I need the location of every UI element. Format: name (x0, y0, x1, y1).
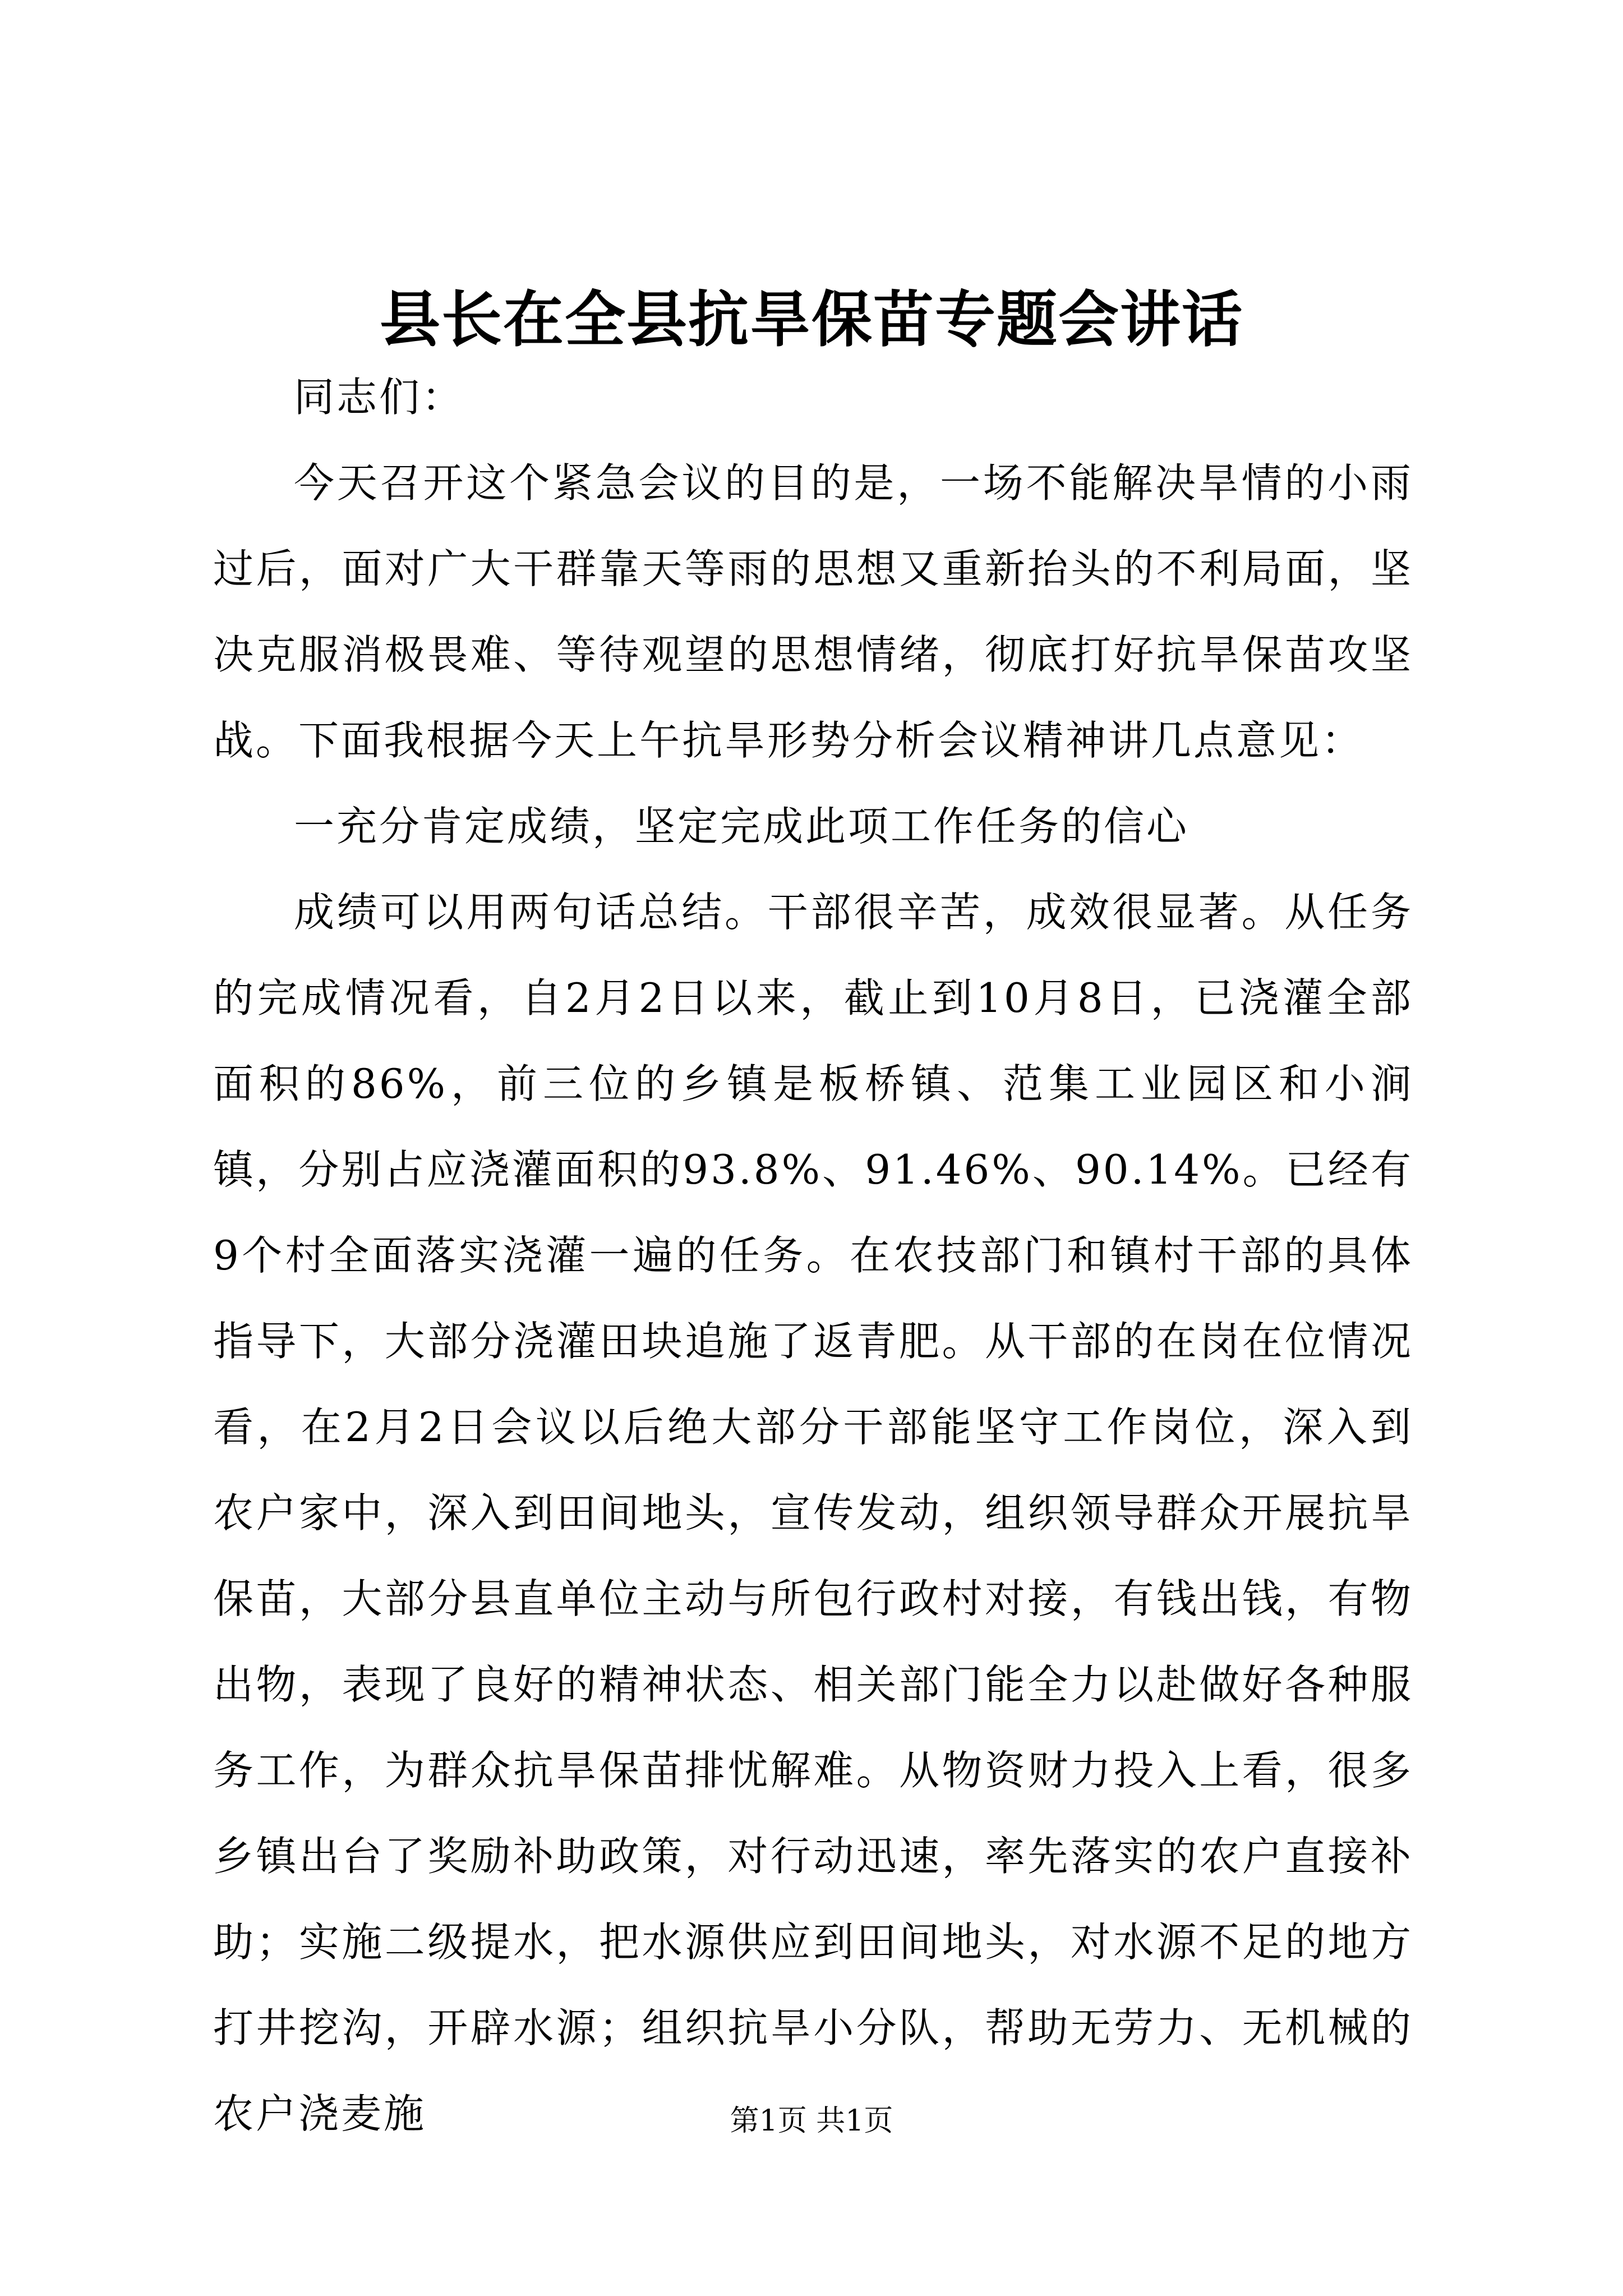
section-heading: 一充分肯定成绩，坚定完成此项工作任务的信心 (294, 803, 1189, 850)
intro-paragraph: 今天召开这个紧急会议的目的是，一场不能解决旱情的小雨过后，面对广大干群靠天等雨的思想又重新抬头的不利局面，坚决克服消极畏难、等待观望的思想情绪，彻底打好抗旱保苗攻坚战。下面我根据今天上午抗旱形势分析会议精神讲几点意见： (213, 459, 1413, 764)
page-footer: 第1页 共1页 (730, 2104, 893, 2138)
document-title: 县长在全县抗旱保苗专题会讲话 (379, 284, 1243, 355)
salutation-paragraph: 同志们： (294, 374, 465, 421)
achievements-paragraph: 成绩可以用两句话总结。干部很辛苦，成效很显著。从任务的完成情况看，自2月2日以来，截止到10月8日，已浇灌全部面积的86%，前三位的乡镇是板桥镇、范集工业园区和小涧镇，分别占应浇灌面积的93.8%、91.46%、90.14%。已经有9个村全面落实浇灌一遍的任务。在农技部门和镇村干部的具体指导下，大部分浇灌田块追施了返青肥。从干部的在岗在位情况看，在2月2日会议以后绝大部分干部能坚守工作岗位，深入到农户家中，深入到田间地头，宣传发动，组织领导群众开展抗旱保苗，大部分县直单位主动与所包行政村对接，有钱出钱，有物出物，表现了良好的精神状态、相关部门能全力以赴做好各种服务工作，为群众抗旱保苗排忧解难。从物资财力投入上看，很多乡镇出台了奖励补助政策，对行动迅速，率先落实的农户直接补助；实施二级提水，把水源供应到田间地头，对水源不足的地方打井挖沟，开辟水源；组织抗旱小分队，帮助无劳力、无机械的农户浇麦施 (213, 889, 1413, 2137)
document-body (213, 355, 1413, 2157)
